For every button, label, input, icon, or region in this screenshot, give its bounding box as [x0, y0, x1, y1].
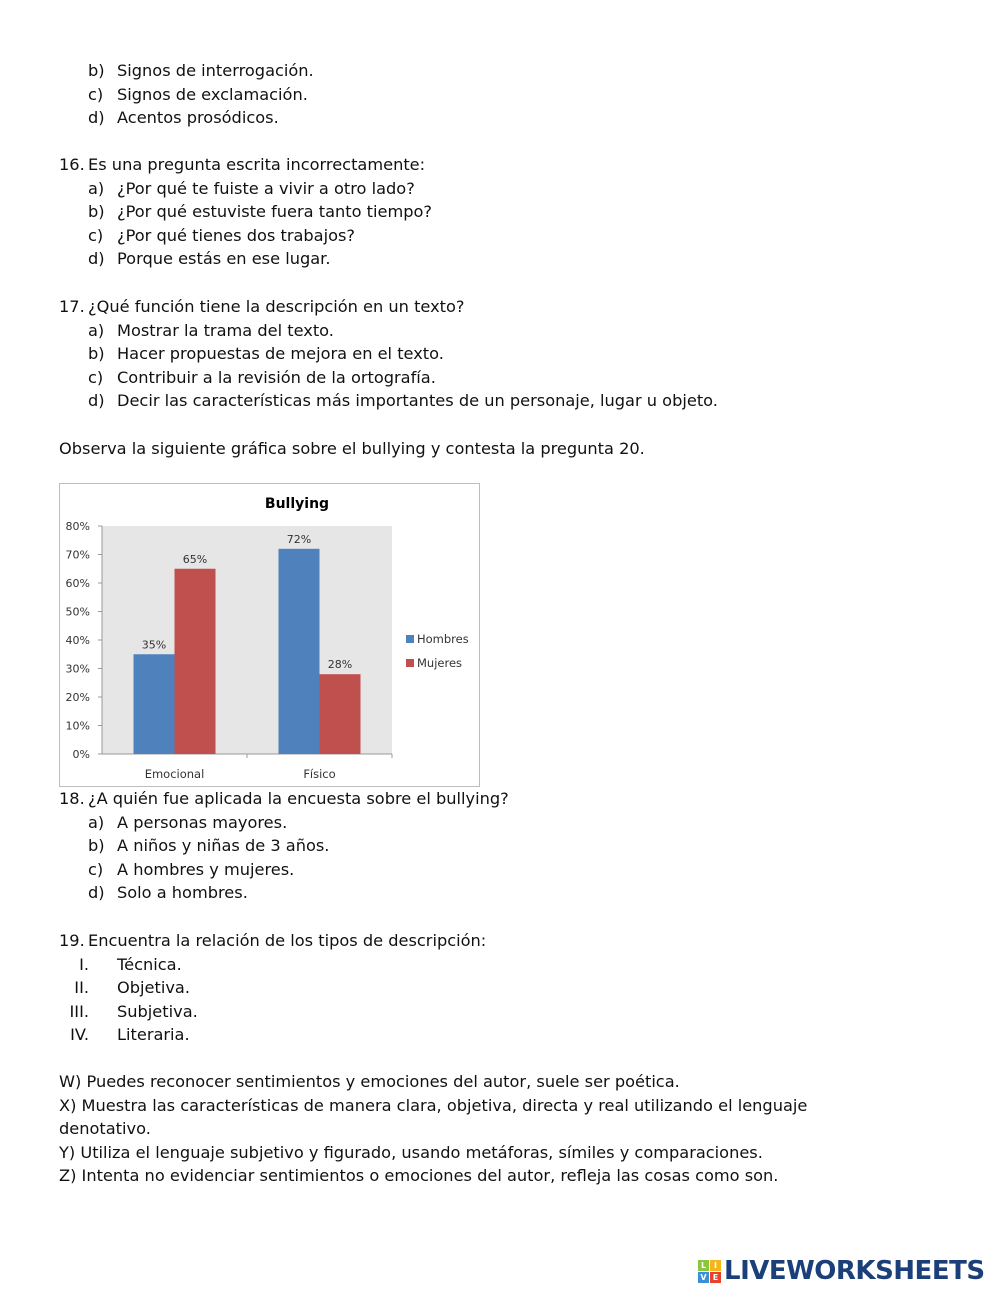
roman-item [59, 953, 879, 977]
chart-title: Bullying [264, 496, 330, 512]
option-text: Acentos prosódicos. [117, 108, 279, 128]
question-text: ¿A quién fue aplicada la encuesta sobre el bullying? [88, 789, 509, 808]
y-tick-label: 50% [65, 605, 90, 619]
option-text: A personas mayores. [117, 812, 288, 832]
option-text: Hacer propuestas de mejora en el texto. [117, 344, 444, 364]
option-letter: a) [88, 320, 105, 340]
option-letter: b) [88, 61, 105, 80]
chart-svg [60, 484, 479, 786]
bar-hombres [279, 549, 320, 754]
bar-hombres [134, 654, 175, 754]
option [59, 83, 879, 107]
badge-letter: E [710, 1272, 721, 1283]
chart-instruction [59, 437, 879, 461]
logo-text: LIVEWORKSHEETS [724, 1256, 985, 1286]
option-letter: c) [88, 84, 104, 104]
option-letter: b) [88, 836, 105, 856]
question-number: 17. [59, 297, 85, 316]
question-19 [59, 929, 879, 1047]
option [59, 106, 879, 130]
question-15-options [59, 59, 879, 130]
definitions [59, 1070, 859, 1188]
definition-z: Z) Intenta no evidenciar sentimientos o emociones del autor, refleja las cosas como son. [59, 1166, 779, 1186]
bullying-chart [59, 483, 480, 787]
question-number: 16. [59, 155, 85, 174]
legend-swatch [406, 659, 414, 667]
y-tick-label: 70% [65, 548, 90, 562]
question-18 [59, 787, 879, 905]
y-tick-label: 10% [65, 719, 90, 733]
question-16 [59, 153, 879, 271]
option-text: ¿Por qué tienes dos trabajos? [117, 225, 356, 245]
definition-w: W) Puedes reconocer sentimientos y emociones del autor, suele ser poética. [59, 1072, 680, 1091]
bar-mujeres [175, 569, 216, 754]
question-text: ¿Qué función tiene la descripción en un texto? [88, 297, 465, 316]
option-text: Signos de exclamación. [117, 84, 308, 104]
option-text: Solo a hombres. [117, 883, 248, 903]
option [59, 319, 879, 343]
option-letter: c) [88, 859, 104, 879]
badge-letter: L [698, 1260, 709, 1271]
option-letter: d) [88, 883, 105, 903]
question-number: 19. [59, 931, 85, 950]
data-label: 35% [141, 638, 167, 652]
legend-swatch [406, 635, 414, 643]
option-text: A niños y niñas de 3 años. [117, 836, 330, 856]
x-tick-label: Físico [303, 767, 336, 781]
y-tick-label: 0% [72, 748, 90, 761]
definition-x: X) Muestra las características de manera clara, objetiva, directa y real utilizando el lenguaje denotativo. [59, 1095, 808, 1139]
live-badge-icon [698, 1260, 721, 1283]
question-17 [59, 295, 879, 413]
question-text: Es una pregunta escrita incorrectamente: [88, 155, 426, 174]
option-letter: d) [88, 391, 105, 411]
option-text: Mostrar la trama del texto. [117, 320, 334, 340]
item-text: Objetiva. [117, 978, 190, 998]
option-letter: d) [88, 108, 105, 128]
option [59, 247, 879, 271]
y-tick-label: 80% [65, 520, 90, 533]
item-text: Técnica. [117, 954, 182, 974]
legend-label: Mujeres [417, 656, 463, 670]
badge-letter: V [698, 1272, 709, 1283]
liveworksheets-logo [698, 1256, 985, 1286]
option [59, 59, 879, 83]
option-text: ¿Por qué estuviste fuera tanto tiempo? [117, 202, 432, 222]
option [59, 200, 879, 224]
option [59, 177, 879, 201]
roman-item [59, 1023, 879, 1047]
roman-numeral: II. [74, 978, 89, 998]
question-text: Encuentra la relación de los tipos de descripción: [88, 931, 487, 950]
item-text: Literaria. [117, 1025, 190, 1045]
y-tick-label: 30% [65, 662, 90, 676]
roman-item [59, 976, 879, 1000]
roman-numeral: III. [69, 1001, 89, 1021]
option-letter: b) [88, 344, 105, 364]
data-label: 65% [182, 552, 208, 566]
question-number: 18. [59, 789, 85, 808]
option-text: Contribuir a la revisión de la ortografía. [117, 367, 436, 387]
definition-y: Y) Utiliza el lenguaje subjetivo y figurado, usando metáforas, símiles y comparaciones. [59, 1142, 763, 1162]
option-letter: d) [88, 249, 105, 269]
option [59, 881, 879, 905]
option-letter: a) [88, 812, 105, 832]
roman-item [59, 1000, 879, 1024]
y-tick-label: 20% [65, 691, 90, 704]
data-label: 72% [286, 532, 312, 546]
option [59, 858, 879, 882]
option-letter: b) [88, 202, 105, 222]
option-letter: a) [88, 178, 105, 198]
option [59, 224, 879, 248]
option [59, 366, 879, 390]
option-text: A hombres y mujeres. [117, 859, 295, 879]
data-label: 28% [327, 658, 353, 672]
roman-numeral: IV. [70, 1025, 89, 1045]
item-text: Subjetiva. [117, 1001, 198, 1021]
option-letter: c) [88, 367, 104, 387]
option-text: Decir las características más importantes de un personaje, lugar u objeto. [117, 391, 718, 411]
option-letter: c) [88, 225, 104, 245]
option-text: ¿Por qué te fuiste a vivir a otro lado? [117, 178, 415, 198]
option-text: Signos de interrogación. [117, 61, 314, 80]
y-tick-label: 60% [65, 577, 90, 590]
bar-mujeres [320, 674, 361, 754]
option [59, 811, 879, 835]
legend-label: Hombres [417, 632, 469, 646]
option-text: Porque estás en ese lugar. [117, 249, 331, 269]
y-tick-label: 40% [65, 634, 90, 647]
option [59, 834, 879, 858]
x-tick-label: Emocional [144, 767, 205, 781]
badge-letter: I [710, 1260, 721, 1271]
instruction-text: Observa la siguiente gráfica sobre el bullying y contesta la pregunta 20. [59, 439, 645, 458]
option [59, 342, 879, 366]
option [59, 389, 879, 413]
roman-numeral: I. [79, 954, 89, 974]
